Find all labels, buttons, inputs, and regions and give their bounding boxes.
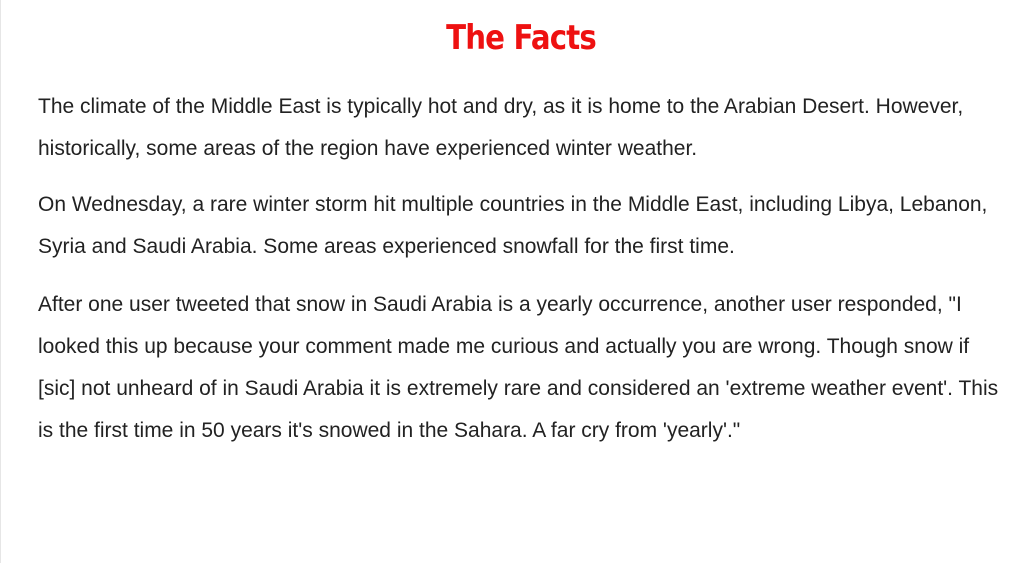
paragraph-climate: The climate of the Middle East is typically hot and dry, as it is home to the Arabian Desert. However, historically, some areas of the region have experienced winter weather. — [38, 95, 964, 160]
paragraph-tweet-quote: After one user tweeted that snow in Saudi Arabia is a yearly occurrence, another user responded, "I looked this up because your comment made me curious and actually you are wrong. Though snow if [sic] not unheard of in Saudi Arabia it is extremely rare and considered an 'extreme weather event'. This is the first time in 50 years it's snowed in the Sahara. A far cry from 'yearly'." — [38, 293, 999, 442]
paragraph-storm: On Wednesday, a rare winter storm hit multiple countries in the Middle East, including Libya, Lebanon, Syria and Saudi Arabia. Some areas experienced snowfall for the first time. — [38, 193, 988, 258]
section-title: The Facts — [446, 18, 596, 58]
left-border-rule — [0, 0, 1, 563]
article-body — [38, 0, 1004, 452]
